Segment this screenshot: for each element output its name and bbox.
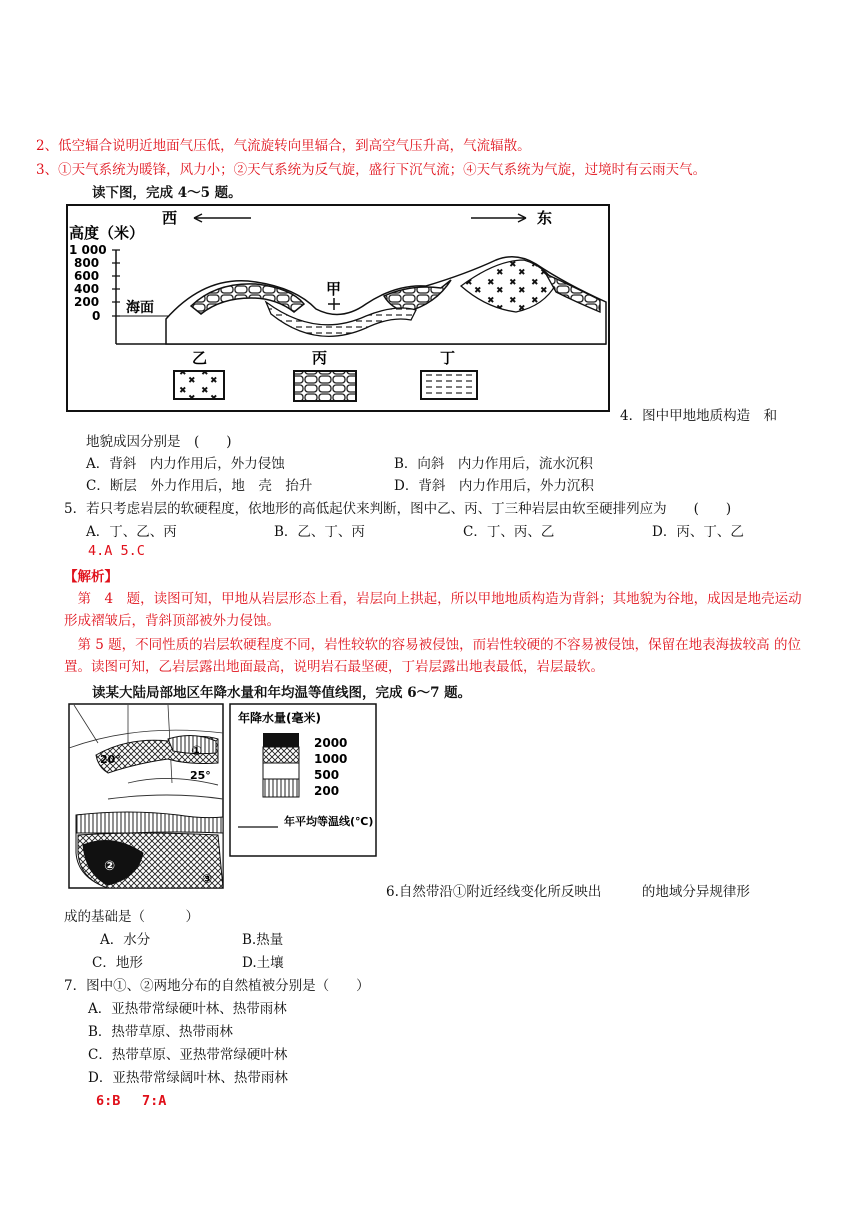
q5-option-b: B．乙、丁、丙 (274, 524, 365, 540)
q6-option-a: A．水分 (100, 932, 151, 948)
legend-1000: 1000 (314, 752, 348, 766)
explanation-q5: 第 5 题，不同性质的岩层软硬程度不同，岩性较软的容易被侵蚀，而岩性较硬的不容易被侵蚀，保留在地表海拔较高 的位置。读图可知，乙岩层露出地面最高，说明岩石最坚硬，丁岩层露出地表最低，岩层最软。 (64, 637, 801, 675)
question-6-cont: 成的基础是（ ） (64, 909, 199, 925)
legend-2000-swatch (263, 733, 299, 747)
q6-option-c: C．地形 (92, 955, 143, 971)
explanation-line-2: 2、低空辐合说明近地面气压低，气流旋转向里辐合，到高空气压升高，气流辐散。 (36, 138, 531, 154)
tick-1000: 1 000 (69, 243, 107, 257)
q5-option-d: D．丙、丁、乙 (652, 524, 744, 540)
sea-level-label: 海面 (126, 300, 154, 316)
west-label: 西 (162, 209, 178, 227)
q6-option-d: D.土壤 (242, 955, 284, 971)
section2-intro: 读某大陆局部地区年降水量和年均温等值线图，完成 6～7 题。 (92, 685, 472, 701)
q4-option-d: D．背斜 内力作用后，外力沉积 (394, 478, 594, 494)
question-4-cont: 地貌成因分别是 ( ) (86, 434, 232, 450)
height-axis-label: 高度（米） (69, 224, 145, 242)
legend-500-swatch (263, 763, 299, 779)
isotherm-20-label: 20° (100, 753, 121, 766)
tick-0: 0 (92, 309, 101, 323)
legend-1000-swatch (263, 747, 299, 763)
section1-intro: 读下图，完成 4～5 题。 (92, 185, 242, 201)
precipitation-map-figure (68, 703, 378, 889)
explanation-line-3: 3、①天气系统为暖锋，风力小；②天气系统为反气旋，盛行下沉气流；④天气系统为气旋，过境时有云雨天气。 (36, 162, 707, 178)
legend-200: 200 (314, 784, 340, 798)
q4-option-c: C．断层 外力作用后，地 壳 抬升 (86, 478, 313, 494)
legend-ding-label: 丁 (440, 349, 456, 367)
legend-yi-swatch (174, 371, 224, 399)
q6-option-b: B.热量 (242, 932, 284, 948)
q7-option-b: B．热带草原、热带雨林 (88, 1024, 233, 1040)
marker-1: ① (191, 744, 203, 759)
question-5: 5．若只考虑岩层的软硬程度，依地形的高低起伏来判断，图中乙、丙、丁三种岩层由软至硬排列应为 ( ) (64, 501, 732, 517)
marker-2: ② (104, 859, 116, 874)
legend-200-swatch (263, 779, 299, 797)
answer-6-7: 6:B 7:A (96, 1093, 167, 1109)
geologic-section-figure (66, 204, 610, 412)
q5-option-c: C．丁、丙、乙 (463, 524, 555, 540)
answer-4-5: 4.A 5.C (88, 543, 145, 559)
tick-800: 800 (74, 256, 100, 270)
legend-bing-label: 丙 (312, 349, 328, 367)
legend-yi-label: 乙 (192, 349, 208, 367)
tick-600: 600 (74, 269, 100, 283)
q5-option-a: A．丁、乙、丙 (86, 524, 177, 540)
explanation-title: 【解析】 (64, 569, 118, 585)
q7-option-c: C．热带草原、亚热带常绿硬叶林 (88, 1047, 288, 1063)
legend-bing-swatch (294, 371, 356, 401)
east-label: 东 (537, 209, 553, 227)
marker-3: ③ (202, 872, 213, 886)
tick-400: 400 (74, 282, 100, 296)
legend-ding-swatch (421, 371, 477, 399)
q4-option-b: B．向斜 内力作用后，流水沉积 (394, 456, 593, 472)
point-jia-label: 甲 (326, 280, 342, 298)
isotherm-legend-label: 年平均等温线(℃) (284, 815, 374, 828)
q7-option-d: D．亚热带常绿阔叶林、热带雨林 (88, 1070, 288, 1086)
q7-option-a: A．亚热带常绿硬叶林、热带雨林 (88, 1001, 287, 1017)
question-7: 7．图中①、②两地分布的自然植被分别是（ ） (64, 978, 370, 994)
isotherm-25-label: 25° (190, 769, 211, 782)
explanation-q4: 第 4 题，读图可知，甲地从岩层形态上看，岩层向上拱起，所以甲地地质构造为背斜；其地貌为谷地，成因是地壳运动形成褶皱后，背斜顶部被外力侵蚀。 (64, 591, 802, 629)
map-legend-frame (230, 704, 376, 856)
legend-2000: 2000 (314, 736, 348, 750)
tick-200: 200 (74, 295, 100, 309)
question-6-head: 6.自然带沿①附近经线变化所反映出 的地域分异规律形 (386, 884, 750, 900)
question-4-head: 4．图中甲地地质构造 和 (620, 408, 778, 424)
q4-option-a: A．背斜 内力作用后，外力侵蚀 (86, 456, 285, 472)
legend-title: 年降水量(毫米) (238, 711, 321, 725)
legend-500: 500 (314, 768, 340, 782)
